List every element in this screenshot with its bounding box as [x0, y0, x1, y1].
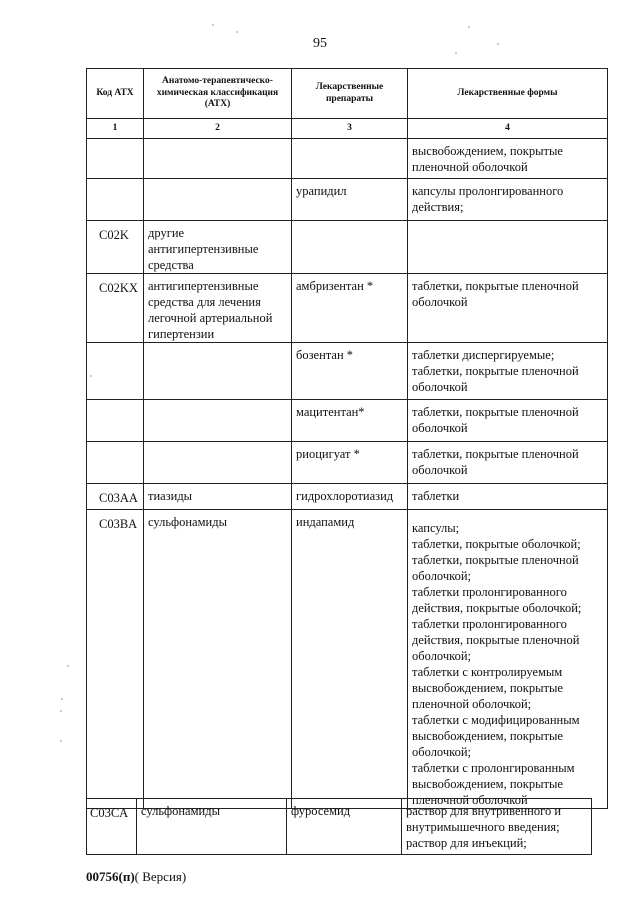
- dosage-forms: [408, 343, 608, 400]
- footer-version: ( Версия): [134, 869, 187, 884]
- atx-code: C03BA: [87, 510, 144, 809]
- dosage-form: таблетки диспергируемые;: [412, 348, 555, 362]
- atx-code: C03CA: [87, 799, 137, 855]
- dosage-forms: [408, 510, 608, 809]
- header-classification: Анатомо-терапевтическо-химическая классификация (АТХ): [144, 69, 292, 119]
- dosage-forms: [408, 274, 608, 343]
- dosage-form: таблетки, покрытые пленочной оболочкой;: [412, 553, 579, 583]
- table-row: [87, 274, 608, 343]
- atx-classification: [144, 343, 292, 400]
- dosage-form: таблетки пролонгированного действия, покрытые оболочкой;: [412, 585, 582, 615]
- dosage-form: капсулы пролонгированного действия;: [412, 184, 564, 214]
- atx-code: [87, 400, 144, 442]
- column-number-3: 3: [292, 119, 408, 139]
- table-row: [87, 799, 592, 855]
- dosage-forms: [408, 139, 608, 179]
- column-number-1: 1: [87, 119, 144, 139]
- header-drugs: Лекарственные препараты: [292, 69, 408, 119]
- table-row: [87, 442, 608, 484]
- dosage-form: таблетки с модифицированным высвобождением, покрытые оболочкой;: [412, 713, 580, 759]
- dosage-forms: [408, 442, 608, 484]
- drug-name: мацитентан*: [292, 400, 408, 442]
- atx-classification: [144, 179, 292, 221]
- atx-classification: сульфонамиды: [137, 799, 287, 855]
- table-row: [87, 221, 608, 274]
- dosage-form: таблетки пролонгированного действия, покрытые пленочной оболочкой;: [412, 617, 580, 663]
- header-code: Код АТХ: [87, 69, 144, 119]
- table-row: [87, 179, 608, 221]
- table-row: [87, 343, 608, 400]
- dosage-form: таблетки: [412, 489, 460, 503]
- drug-name: гидрохлоротиазид: [292, 484, 408, 510]
- dosage-forms: [408, 221, 608, 274]
- dosage-form: таблетки, покрытые пленочной оболочкой: [412, 279, 579, 309]
- atx-classification: сульфонамиды: [144, 510, 292, 809]
- atx-classification: другие антигипертензивные средства: [144, 221, 292, 274]
- dosage-form: раствор для инъекций;: [406, 836, 527, 850]
- dosage-form: таблетки, покрытые пленочной оболочкой: [412, 405, 579, 435]
- table-row: [87, 139, 608, 179]
- atx-classification: тиазиды: [144, 484, 292, 510]
- table-row: [87, 400, 608, 442]
- atx-code: [87, 442, 144, 484]
- dosage-form: таблетки, покрытые оболочкой;: [412, 537, 581, 551]
- dosage-form: капсулы;: [412, 521, 460, 535]
- atx-code: C03AA: [87, 484, 144, 510]
- dosage-form: таблетки, покрытые пленочной оболочкой: [412, 447, 579, 477]
- column-number-2: 2: [144, 119, 292, 139]
- dosage-form: таблетки с контролируемым высвобождением, покрытые пленочной оболочкой;: [412, 665, 563, 711]
- drug-name: [292, 221, 408, 274]
- drug-name: урапидил: [292, 179, 408, 221]
- dosage-form: таблетки с пролонгированным высвобождением, покрытые пленочной оболочкой: [412, 761, 575, 807]
- dosage-forms: [402, 799, 592, 855]
- dosage-form: таблетки, покрытые пленочной оболочкой: [412, 364, 579, 394]
- atx-code: C02KX: [87, 274, 144, 343]
- dosage-forms: [408, 400, 608, 442]
- atx-classification: [144, 139, 292, 179]
- atx-classification: [144, 400, 292, 442]
- drug-name: фуросемид: [287, 799, 402, 855]
- drug-name: [292, 139, 408, 179]
- dosage-forms: [408, 484, 608, 510]
- atx-classification: антигипертензивные средства для лечения легочной артериальной гипертензии: [144, 274, 292, 343]
- page-number: 95: [313, 36, 327, 51]
- drug-name: амбризентан *: [292, 274, 408, 343]
- table-row: [87, 510, 608, 809]
- dosage-form: раствор для внутривенного и внутримышечного введения;: [406, 804, 562, 834]
- atx-code: [87, 139, 144, 179]
- drug-name: риоцигуат *: [292, 442, 408, 484]
- atx-table: [86, 68, 608, 809]
- dosage-form: высвобождением, покрытые пленочной оболочкой: [412, 144, 563, 174]
- atx-code: C02K: [87, 221, 144, 274]
- atx-table-continuation: [86, 798, 592, 855]
- atx-code: [87, 179, 144, 221]
- footer-code: 00756(п): [86, 869, 135, 884]
- header-forms: Лекарственные формы: [408, 69, 608, 119]
- atx-code: [87, 343, 144, 400]
- table-row: [87, 484, 608, 510]
- drug-name: индапамид: [292, 510, 408, 809]
- dosage-forms: [408, 179, 608, 221]
- atx-classification: [144, 442, 292, 484]
- document-footer: [86, 869, 186, 885]
- column-number-4: 4: [408, 119, 608, 139]
- drug-name: бозентан *: [292, 343, 408, 400]
